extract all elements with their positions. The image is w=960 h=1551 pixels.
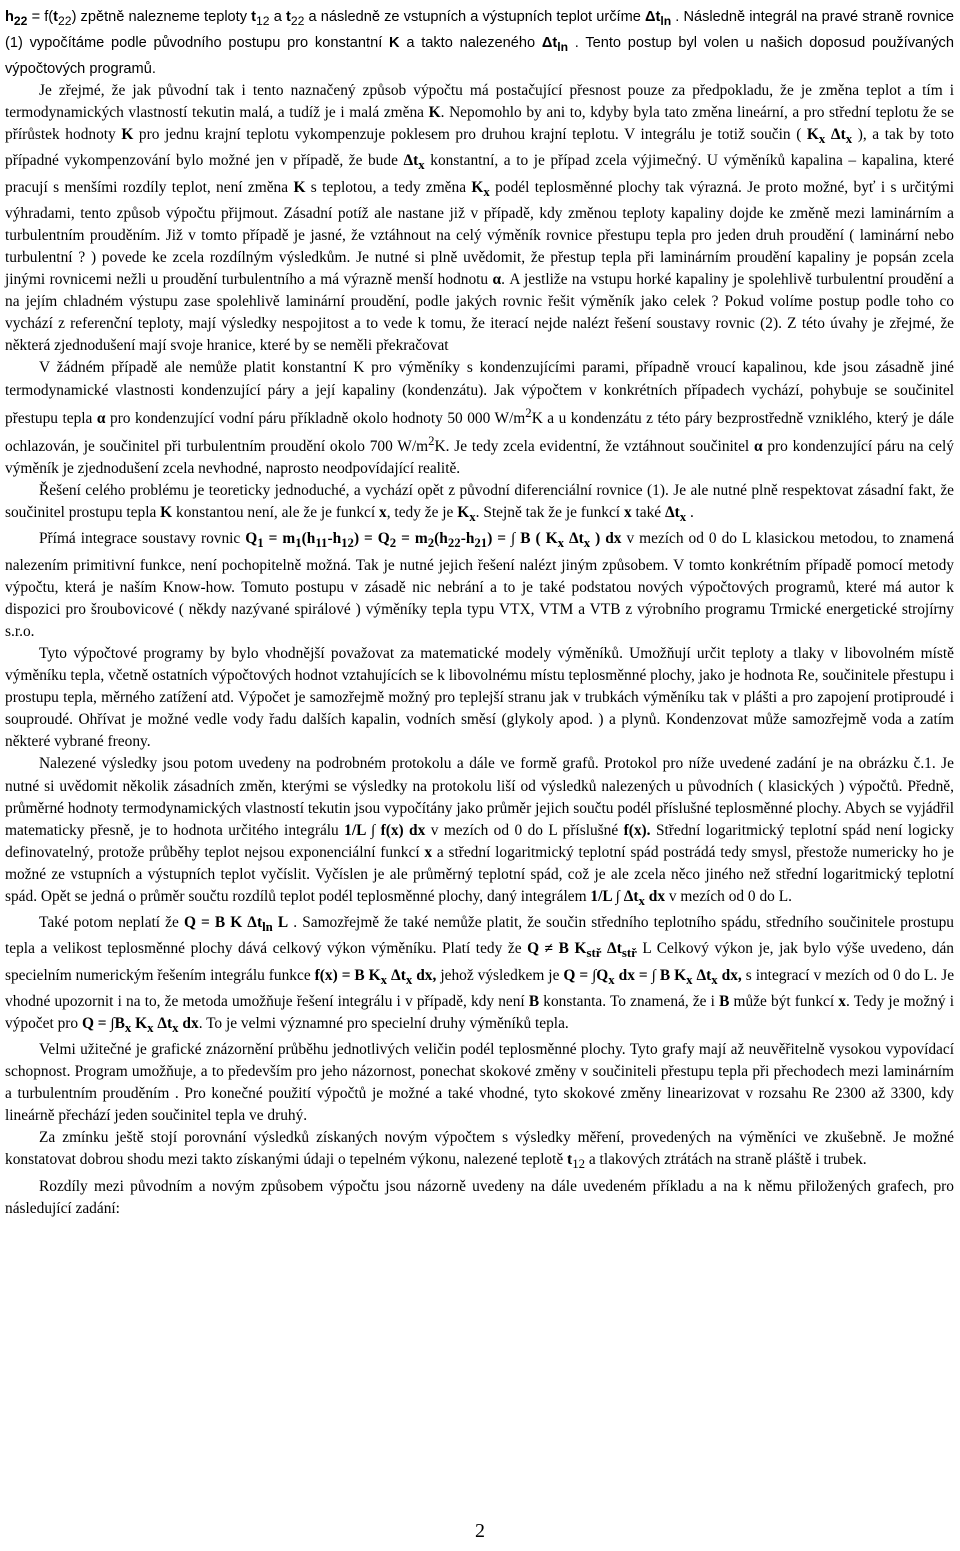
body-text xyxy=(5,6,954,1220)
paragraph-2: Je zřejmé, že jak původní tak i tento naznačený způsob výpočtu má postačující přesnost pouze za předpokladu, že je změna teplot a tím i termodynamických vlastností tekutin malá, a tudíž je i malá změna K. Nepomohlo by ani to, kdyby byla tato změna lineární, a pro střední teplotu že se přírůstek hodnoty K pro jednu krajní teplotu vykompenzuje poklesem pro druhou krajní teplotu. V integrálu je totiž součin ( $K_x$ $\Delta t_x$ ), a tak by toto případné vykompenzování bylo možné jen v případě, že bude $\Delta t_x$ konstantní, a to je případ zcela výjimečný. U výměníků kapalina – kapalina, které pracují s menšími rozdíly teplot, není změna K s teplotou, a tedy změna $K_x$ podél teplosměnné plochy tak výrazná. Je proto možné, byť i s určitými výhradami, tento způsob výpočtu přijmout. Zásadní potíž ale nastane již v případě, kdy změnou teploty kapaliny dojde ke změně mezi laminárním a turbulentním prouděním. Již v tomto případě je jasné, že vztáhnout na celý výměník rovnice přestupu tepla pro jeden druh proudění ( laminární nebo turbulentní ? ) povede ke zcela rozdílným výsledkům. Je nutné si plně uvědomit, že přestup tepla při laminárním proudění kapaliny je popsán zcela jinými rovnicemi nežli u proudění turbulentního a má výrazně menší hodnotu α. A jestliže na vstupu horké kapaliny je spolehlivě turbulentní proudění a na jejím chladném výstupu zase spolehlivě laminární proudění, podle jakých rovnic řešit výměník jako celek ? Pokud volíme postup podle toho co vychází z referenční teploty, mají výsledky nespojitost a to vede k tomu, že iterací nejde nalézt řešení soustavy rovnic (2). Z této úvahy je zřejmé, že některá zjednodušení mají svoje hranice, které by se neměli překračovat xyxy=(5,82,955,355)
paragraph-1: $h_{22} = f(t_{22})$ zpětně nalezneme teploty $t_{12}$ a $t_{22}$ a následně ze vstupních a výstupních teplot určíme $\Delta t_{ln}$ . Následně integrál na pravé straně rovnice (1) vypočítáme podle původního postupu pro konstantní K a takto nalezeného $\Delta t_{ln}$ . Tento postup byl volen u našich doposud používaných výpočtových programů. xyxy=(5,9,955,77)
paragraph-8: Také potom neplatí že Q = B K $\Delta t_{ln}$ L . Samozřejmě že také nemůže platit, že součin středního teplotního spádu, středního součinitele prostupu tepla a velikost teplosměnné plochy dává celkový výkon výměníku. Platí tedy že Q ≠ B $K_{stř}$ $\Delta t_{stř}$ L Celkový výkon je, jak bylo výše uvedeno, dán specielním numerickým řešením integrálu funkce f(x) = B $K_x$ $\Delta t_x$ dx, jehož výsledkem je $Q = \int Q_x$ dx = ∫ B $K_x$ $\Delta t_x$ dx, s integrací v mezích od 0 do L. Je vhodné upozornit i na to, že metoda umožňuje řešení integrálu i v případě, kdy není B konstanta. To znamená, že i B může být funkcí x. Tedy je možný i výpočet pro $Q = \int B_x$ $K_x$ $\Delta t_x$ dx. To je velmi významné pro specielní druhy výměníků tepla. xyxy=(5,914,955,1035)
paragraph-11: Rozdíly mezi původním a novým způsobem výpočtu jsou názorně uvedeny na dále uvedeném příkladu a na k němu přiložených grafech, pro následující zadání: xyxy=(5,1177,954,1217)
paragraph-3: V žádném případě ale nemůže platit konstantní K pro výměníky s kondenzujícími parami, případně vroucí kapalinou, kde jsou zásadně jiné termodynamické vlastnosti kondenzující páry a její kapaliny (kondenzátu). Jak výpočtem v konkrétních případech vychází, pohybuje se součinitel přestupu tepla α pro kondenzující vodní páru příkladně okolo hodnoty 50 000 $W/m^2K$ a u kondenzátu z této páry bezprostředně vzniklého, který je dále ochlazován, je součinitel při turbulentním proudění okolo 700 $W/m^2K$. Je tedy zcela evidentní, že vztáhnout součinitel α pro kondenzující páru na celý výměník je zjednodušení zcela nevhodné, naprosto neodpovídající realitě. xyxy=(5,359,954,478)
paragraph-6: Tyto výpočtové programy by bylo vhodnější považovat za matematické modely výměníků. Umožňují určit teploty a tlaky v libovolném místě výměníku tepla, včetně ostatních výpočtových hodnot vztahujících se k libovolnému místu teplosměnné plochy, jako je hodnota Re, součinitele přestupu i prostupu tepla, měrného zatížení atd. Výpočet je samozřejmě možný pro teplejší stranu jak v trubkách výměníku tak v plášti a pro zapojení protiproudé i souproudé. Ohřívat je možné vedle vody řadu dalších kapalin, vodních směsí (glykoly apod. ) a plynů. Kondenzovat může samozřejmě voda a zatím některé vybrané freony. xyxy=(5,644,954,751)
paragraph-9: Velmi užitečné je grafické znázornění průběhu jednotlivých veličin podél teplosměnné plochy. Tyto grafy mají až neuvěřitelně vysokou vypovídací schopnost. Program umožňuje, a to především pro jeho názornost, ponechat skokové změny v součiniteli přestupu tepla při přechodech mezi laminárním a turbulentním prouděním . Pro konečné použití výpočtů je možné a také vhodné, tyto skokové změny linearizovat v rozsahu Re 2300 až 3300, kdy lineárně přechází jeden součinitel tepla ve druhý. xyxy=(5,1040,954,1125)
paragraph-7: Nalezené výsledky jsou potom uvedeny na podrobném protokolu a dále ve formě grafů. Protokol pro níže uvedené zadání je na obrázku č.1. Je nutné si uvědomit několik zásadních změn, kterými se výsledky na protokolu liší od výsledků nalezených u původních ( klasických ) výpočtů. Předně, průměrné hodnoty termodynamických vlastností tekutin jsou vypočítány jako průměr jejich součtu podél příslušné teplosměnné plochy. Abych se vyjádřil matematicky přesně, je to hodnota určitého integrálu 1/L ∫ f(x) dx v mezích od 0 do L příslušné f(x). Střední logaritmický teplotní spád není logicky definovatelný, protože průběhy teplot nejsou exponenciální funkcí x a střední logaritmický teplotní spád postrádá tedy smysl, přestože numericky ho je možné ze vstupních a výstupních teplot vyčíslit. Vyčíslen je ale průměrný teplotní spád, což je ale zcela něco jiného než střední logaritmický teplotní spád. Opět se jedná o průměr součtu rozdílů teplot podél teplosměnné plochy, daný integrálem 1/L ∫ $\Delta t_x$ dx v mezích od 0 do L. xyxy=(5,755,955,909)
paragraph-10: Za zmínku ještě stojí porovnání výsledků získaných novým výpočtem s výsledky měření, provedených na výměníci ve zkušebně. Je možné konstatovat dobrou shodu mezi takto získanými údaji o tepelném výkonu, nalezené teplotě $t_{12}$ a tlakových ztrátách na straně pláště i trubek. xyxy=(5,1129,954,1172)
paragraph-4: Řešení celého problému je teoreticky jednoduché, a vychází opět z původní diferenciální rovnice (1). Je ale nutné plně respektovat zásadní fakt, že součinitel prostupu tepla K konstantou není, ale že je funkcí x, tedy že je $K_x$. Stejně tak že je funkcí x také $\Delta t_x$ . xyxy=(5,482,954,525)
paragraph-5: Přímá integrace soustavy rovnic $Q_1 = m_1(h_{11}-h_{12}) = Q_2 = m_2(h_{22}-h_{21})$ = ∫ B ( $K_x$ $\Delta t_x$ ) dx v mezích od 0 do L klasickou metodou, to znamená nalezením primitivní funkce, není pochopitelně možná. Tak je nutné jejich řešení nalézt jiným způsobem. V tomto konkrétním případě pomocí metody výpočtu, která je naším Know-how. Tomuto postupu v zásadě nic nebrání a to je také podstatou nových výpočtových programů, které má autor k dispozici pro šroubovicové ( někdy nazývané spirálové ) výměníky tepla typu VTX, VTM a VTB z výrobního programu Trmické energetické strojírny s.r.o. xyxy=(5,530,955,640)
page-number: 2 xyxy=(475,1520,485,1542)
